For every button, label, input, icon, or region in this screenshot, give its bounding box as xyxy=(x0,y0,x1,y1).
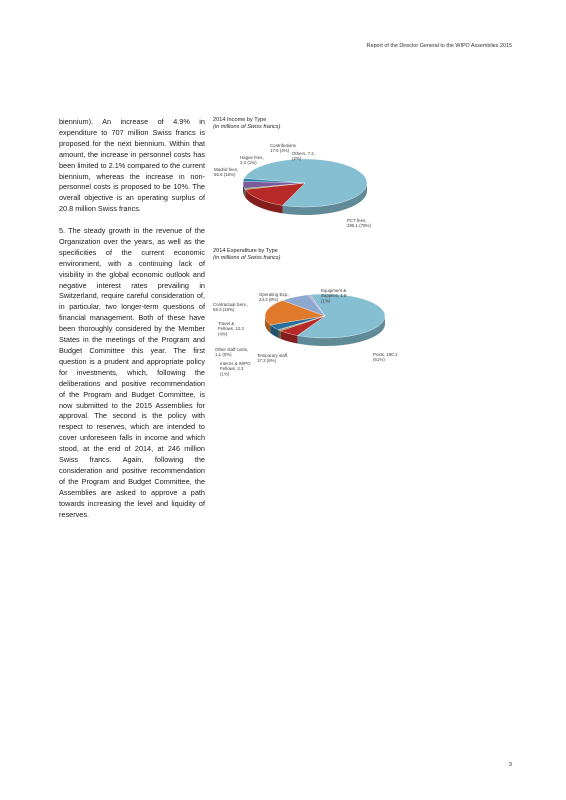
income-label-2: Hague fees, 3.2 (1%) xyxy=(240,155,264,166)
income-label-3: Contributions 17.6 (4%) xyxy=(270,143,296,154)
expenditure-chart xyxy=(213,248,513,384)
income-label-1: Madrid fees, 55.6 (15%) xyxy=(214,167,239,178)
expenditure-label-5: Contractual Serv., 59.3 (19%) xyxy=(213,302,248,313)
income-chart xyxy=(213,117,513,233)
income-label-4: Others, 7.2, (2%) xyxy=(292,151,315,162)
expenditure-label-0: Posts, 190.1 (61%) xyxy=(373,352,398,363)
expenditure-label-2: Interns & WIPO Fellows, 2.3 (1%) xyxy=(220,361,251,377)
expenditure-pie-chart xyxy=(213,264,413,384)
body-text-column xyxy=(59,117,205,531)
paragraph-1: biennium). An increase of 4.9% in expenditure to 707 million Swiss francs is proposed for the next biennium. Within that amount, the increase in personnel costs has been limited to 2.1% compared to the current biennium, whereas the increase in non-personnel costs is proposed to be 10%. The overall objective is an operating surplus of 20.8 million Swiss francs. xyxy=(59,117,205,214)
income-pie-chart xyxy=(213,133,373,233)
expenditure-chart-subtitle: (in millions of Swiss francs) xyxy=(213,255,281,261)
income-label-0: PCT fees, 295.1 (78%) xyxy=(347,218,371,229)
income-chart-title: 2014 Income by Type xyxy=(213,117,267,123)
expenditure-slice-side-3 xyxy=(278,330,279,338)
expenditure-label-4: Travel & Fellows, 12.3 (4%) xyxy=(218,321,244,337)
expenditure-label-3: Other staff costs, 1.1 (0%) xyxy=(215,347,249,358)
expenditure-label-7: Equipment & Supplies, 1.9 (1%) xyxy=(321,288,347,304)
expenditure-slice-side-2 xyxy=(279,330,281,339)
running-header: Report of the Director General to the WIPO Assemblies 2015 xyxy=(366,43,512,49)
income-chart-subtitle: (in millions of Swiss francs) xyxy=(213,124,281,130)
expenditure-chart-title: 2014 Expenditure by Type xyxy=(213,248,278,254)
paragraph-2: 5. The steady growth in the revenue of the Organization over the years, as well as the specificities of the current economic environment, with a continuing lack of visibility in the global economic outlook and negative interest rates prevailing in Switzerland, require careful consideration of, in particular, two longer-term questions of financial management. Both of these have been thoroughly considered by the Member States in the meetings of the Program and Budget Committee this year. The first question is a prudent and appropriate policy for investments, which, following the deliberations and positive recommendation of the Program and Budget Committee, is now submitted to the 2015 Assemblies for approval. The second is the policy with respect to reserves, which are intended to cover unforeseen falls in income and which stood, at the end of 2014, at 246 million Swiss francs. Again, following the consideration and positive recommendation of the Program and Budget Committee, the Assemblies are asked to approve a path towards increasing the level and liquidity of reserves. xyxy=(59,226,205,519)
income-slice-side-2 xyxy=(245,188,246,197)
expenditure-label-6: Operating Exp., 24.3 (8%) xyxy=(259,292,290,303)
expenditure-label-1: Temporary staff, 17.3 (6%) xyxy=(257,353,289,364)
page-number: 3 xyxy=(508,762,512,768)
